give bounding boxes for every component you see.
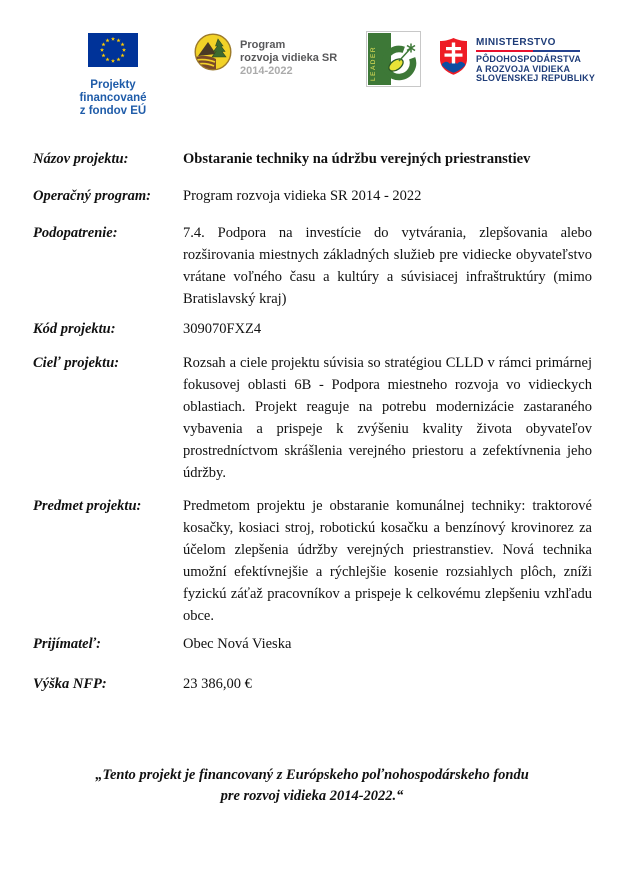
- funding-statement: [0, 765, 624, 807]
- funding-statement-line2: pre rozvoj vidieka 2014-2022.“: [220, 788, 404, 804]
- prv-landscape-icon: [194, 33, 232, 71]
- field-operational-program: [33, 185, 592, 207]
- ministry-title: MINISTERSTVO: [476, 37, 556, 48]
- field-label: Prijímateľ:: [33, 636, 101, 652]
- field-value: 23 386,00 €: [183, 676, 252, 692]
- field-label: Kód projektu:: [33, 321, 116, 337]
- prv-line1: Program: [240, 39, 286, 51]
- field-project-name: [33, 148, 592, 170]
- slovak-coat-of-arms-icon: [439, 37, 468, 76]
- prv-years: 2014-2022: [240, 65, 293, 77]
- field-value: 309070FXZ4: [183, 321, 262, 337]
- project-details: [33, 148, 592, 695]
- field-nfp-amount: [33, 673, 592, 695]
- funding-statement-line1: „Tento projekt je financovaný z Európskeho poľnohospodárskeho fondu: [95, 767, 529, 783]
- field-project-goal: [33, 352, 592, 484]
- logo-strip: [0, 0, 624, 145]
- prv-line2: rozvoja vidieka SR: [240, 52, 338, 64]
- field-label: Názov projektu:: [33, 151, 129, 167]
- ministry-logo: [439, 37, 595, 84]
- field-project-code: [33, 318, 592, 340]
- prv-caption: [240, 39, 337, 78]
- prv-program-logo: [194, 33, 337, 78]
- eu-caption-line1: Projekty financované: [79, 79, 147, 104]
- field-beneficiary: [33, 633, 592, 655]
- field-value: Rozsah a ciele projektu súvisia so stratégiou CLLD v rámci primárnej fokusovej oblasti 6B - Podpora miestneho rozvoja vo vidieckych oblastiach. Projekt reaguje na potrebu modernizácie zastaraného vybavenia a prispeje k zvýšeniu kvality života obyvateľov prostredníctvom skrášlenia verejného priestoru a zefektívnenia jeho údržby.: [183, 355, 592, 481]
- leader-vertical-label: LEADER: [370, 45, 377, 81]
- ministry-sub3: SLOVENSKEJ REPUBLIKY: [476, 73, 596, 83]
- eu-funding-logo: [58, 33, 168, 118]
- leader-icon: [366, 31, 421, 87]
- field-label: Predmet projektu:: [33, 498, 142, 514]
- field-value: Obec Nová Vieska: [183, 636, 292, 652]
- ministry-caption: [476, 37, 595, 84]
- field-value: Predmetom projektu je obstaranie komunálnej techniky: traktorové kosačky, kosiaci stroj, robotickú kosačku a benzínový krovinorez za účelom zlepšenia údržby verejných priestranstiev. Nová technika umožní efektívnejšie a rýchlejšie kosenie rozsiahlych plôch, zníži fyzickú záťaž pracovníkov a prispeje k celkovému zlepšeniu vzhľadu obce.: [183, 498, 592, 624]
- ministry-sub2: A ROZVOJA VIDIEKA: [476, 63, 571, 74]
- eu-caption-line2: z fondov EÚ: [79, 105, 147, 117]
- ministry-sub1: PÔDOHOSPODÁRSTVA: [476, 54, 582, 64]
- field-label: Cieľ projektu:: [33, 355, 120, 371]
- leader-logo: [366, 31, 421, 92]
- field-label: Operačný program:: [33, 188, 152, 204]
- field-label: Výška NFP:: [33, 676, 107, 692]
- eu-flag-icon: [88, 33, 138, 67]
- ministry-rule: [476, 50, 580, 52]
- field-label: Podopatrenie:: [33, 225, 118, 241]
- eu-caption: [58, 79, 168, 118]
- field-submeasure: [33, 222, 592, 310]
- field-value: Program rozvoja vidieka SR 2014 - 2022: [183, 188, 422, 204]
- field-value: 7.4. Podpora na investície do vytvárania, zlepšovania alebo rozširovania miestnych základných služieb pre vidiecke obyvateľstvo vrátane voľného času a kultúry a súvisiacej infraštruktúry (mimo Bratislavský kraj): [183, 225, 592, 307]
- field-project-subject: [33, 495, 592, 627]
- field-value: Obstaranie techniky na údržbu verejných priestranstiev: [183, 151, 531, 167]
